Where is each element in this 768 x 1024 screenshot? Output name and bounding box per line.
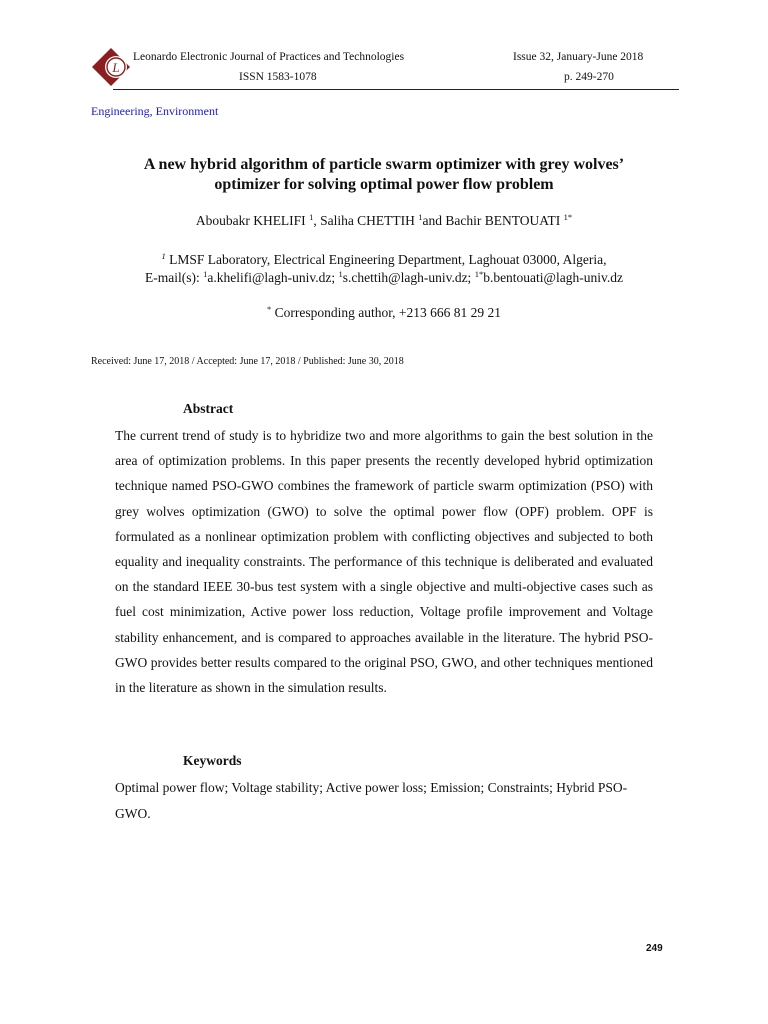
affiliation [60, 251, 708, 287]
email-2-marker: 1 [338, 269, 343, 279]
email-2[interactable]: s.chettih@lagh-univ.dz; [342, 270, 475, 285]
page-number: 249 [646, 943, 663, 954]
author-2-affil: 1 [418, 212, 423, 222]
journal-name: Leonardo Electronic Journal of Practices and Technologies [133, 51, 405, 63]
category-label: Engineering, Environment [91, 104, 219, 118]
issue-info: Issue 32, January-June 2018 [513, 51, 644, 63]
publication-dates: Received: June 17, 2018 / Accepted: June 17, 2018 / Published: June 30, 2018 [91, 356, 404, 367]
title-line-1: A new hybrid algorithm of particle swarm optimizer with grey wolves’ [143, 156, 625, 173]
keywords-body: Optimal power flow; Voltage stability; Active power loss; Emission; Constraints; Hybrid PSO-GWO. [115, 780, 628, 821]
author-list [60, 213, 708, 229]
journal-logo-icon [90, 46, 132, 88]
header-divider [113, 89, 679, 90]
email-3-marker: 1* [474, 269, 484, 279]
author-3: and Bachir BENTOUATI [422, 213, 564, 228]
affil-marker: 1 [161, 251, 166, 261]
corresponding-author [60, 305, 708, 321]
author-3-affil: 1* [563, 212, 573, 222]
paper-title [60, 155, 708, 195]
email-3[interactable]: b.bentouati@lagh-univ.dz [483, 270, 623, 285]
logo-letter: L [112, 60, 120, 75]
corr-marker: * [266, 304, 272, 314]
email-label: E-mail(s): [145, 270, 204, 285]
corr-text: Corresponding author, +213 666 81 29 21 [271, 305, 502, 320]
issn: ISSN 1583-1078 [239, 71, 317, 83]
email-1[interactable]: a.khelifi@lagh-univ.dz; [207, 270, 339, 285]
email-1-marker: 1 [203, 269, 208, 279]
page-range: p. 249-270 [564, 71, 614, 83]
abstract-heading: Abstract [183, 401, 234, 416]
author-1-affil: 1 [309, 212, 314, 222]
author-1: Aboubakr KHELIFI [195, 213, 310, 228]
affil-text: LMSF Laboratory, Electrical Engineering Department, Laghouat 03000, Algeria, [165, 252, 607, 267]
keywords-heading: Keywords [183, 753, 242, 768]
abstract-body: The current trend of study is to hybridize two and more algorithms to gain the best solution in the area of optimization problems. In this paper presents the recently developed hybrid optimization technique named PSO-GWO combines the framework of particle swarm optimization (PSO) with grey wolves optimization (GWO) to solve the optimal power flow (OPF) problem. OPF is formulated as a nonlinear optimization problem with conflicting objectives and subjected to both equality and inequality constraints. The performance of this technique is deliberated and evaluated on the standard IEEE 30-bus test system with a single objective and multi-objective cases such as fuel cost minimization, Active power loss reduction, Voltage profile improvement and Voltage stability enhancement, and is compared to approaches available in the literature. The hybrid PSO-GWO provides better results compared to the original PSO, GWO, and other techniques mentioned in the literature as shown in the simulation results. [115, 428, 653, 696]
title-line-2: optimizer for solving optimal power flow problem [214, 176, 554, 193]
author-2: , Saliha CHETTIH [313, 213, 419, 228]
